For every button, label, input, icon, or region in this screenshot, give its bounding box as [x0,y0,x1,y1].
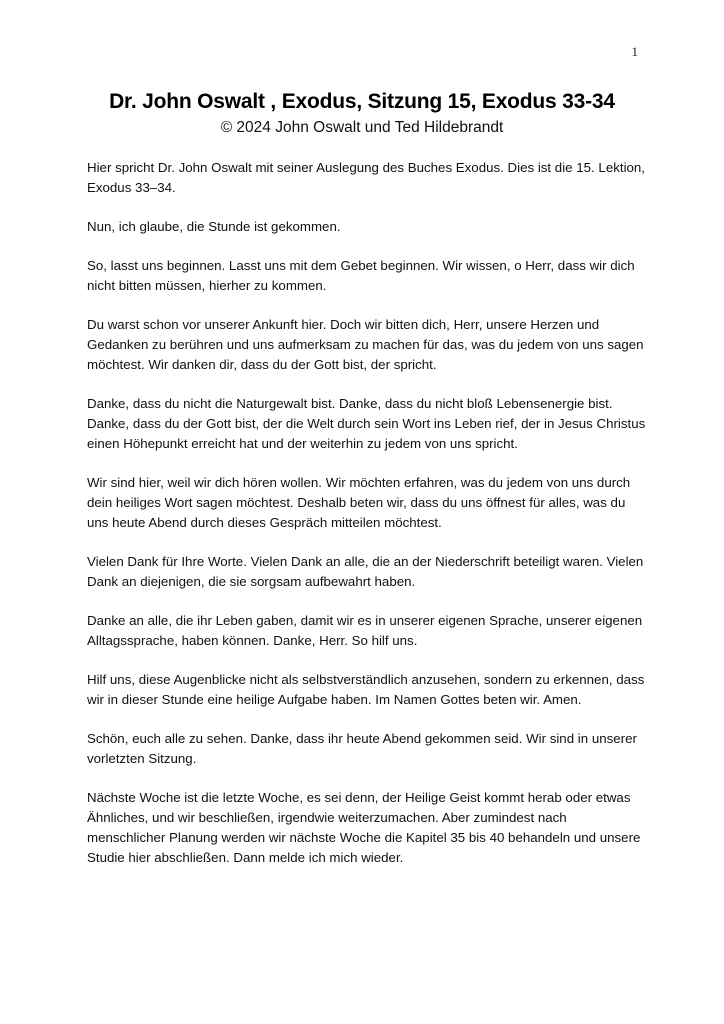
paragraph: Nächste Woche ist die letzte Woche, es sei denn, der Heilige Geist kommt herab oder etwas Ähnliches, und wir beschließen, irgendwie weiterzumachen. Aber zumindest nach menschlicher Planung werden wir nächste Woche die Kapitel 35 bis 40 behandeln und unsere Studie hier abschließen. Dann melde ich mich wieder. [87,790,641,865]
paragraph: Hier spricht Dr. John Oswalt mit seiner Auslegung des Buches Exodus. Dies ist die 15. Lektion, Exodus 33–34. [87,160,646,195]
paragraph: Danke an alle, die ihr Leben gaben, damit wir es in unserer eigenen Sprache, unserer eigenen Alltagssprache, haben können. Danke, Herr. So hilf uns. [87,613,643,648]
paragraph: Wir sind hier, weil wir dich hören wollen. Wir möchten erfahren, was du jedem von uns durch dein heiliges Wort sagen möchtest. Deshalb beten wir, dass du uns öffnest für alles, was du uns heute Abend durch dieses Gespräch mitteilen möchtest. [87,475,631,530]
copyright-line: © 2024 John Oswalt und Ted Hildebrandt [220,119,504,136]
paragraph: Du warst schon vor unserer Ankunft hier. Doch wir bitten dich, Herr, unsere Herzen und Gedanken zu berühren und uns aufmerksam zu machen für das, was du jedem von uns sagen möchtest. Wir danken dir, dass du der Gott bist, der spricht. [87,317,644,372]
page-number: 1 [631,44,638,59]
document-title: Dr. John Oswalt , Exodus, Sitzung 15, Exodus 33-34 [109,90,615,113]
paragraph: Schön, euch alle zu sehen. Danke, dass ihr heute Abend gekommen seid. Wir sind in unserer vorletzten Sitzung. [87,731,637,766]
paragraph: So, lasst uns beginnen. Lasst uns mit dem Gebet beginnen. Wir wissen, o Herr, dass wir dich nicht bitten müssen, hierher zu kommen. [87,258,635,293]
paragraph: Vielen Dank für Ihre Worte. Vielen Dank an alle, die an der Niederschrift beteiligt waren. Vielen Dank an diejenigen, die sie sorgsam aufbewahrt haben. [87,554,644,589]
paragraph: Danke, dass du nicht die Naturgewalt bist. Danke, dass du nicht bloß Lebensenergie bist. Danke, dass du der Gott bist, der die Welt durch sein Wort ins Leben rief, der in Jesus Christus einen Höhepunkt erreicht hat und der weiterhin zu jedem von uns spricht. [87,396,646,451]
paragraph: Hilf uns, diese Augenblicke nicht als selbstverständlich anzusehen, sondern zu erkennen, dass wir in dieser Stunde eine heilige Aufgabe haben. Im Namen Gottes beten wir. Amen. [87,672,645,707]
document-body [87,158,647,887]
paragraph: Nun, ich glaube, die Stunde ist gekommen. [87,219,341,234]
